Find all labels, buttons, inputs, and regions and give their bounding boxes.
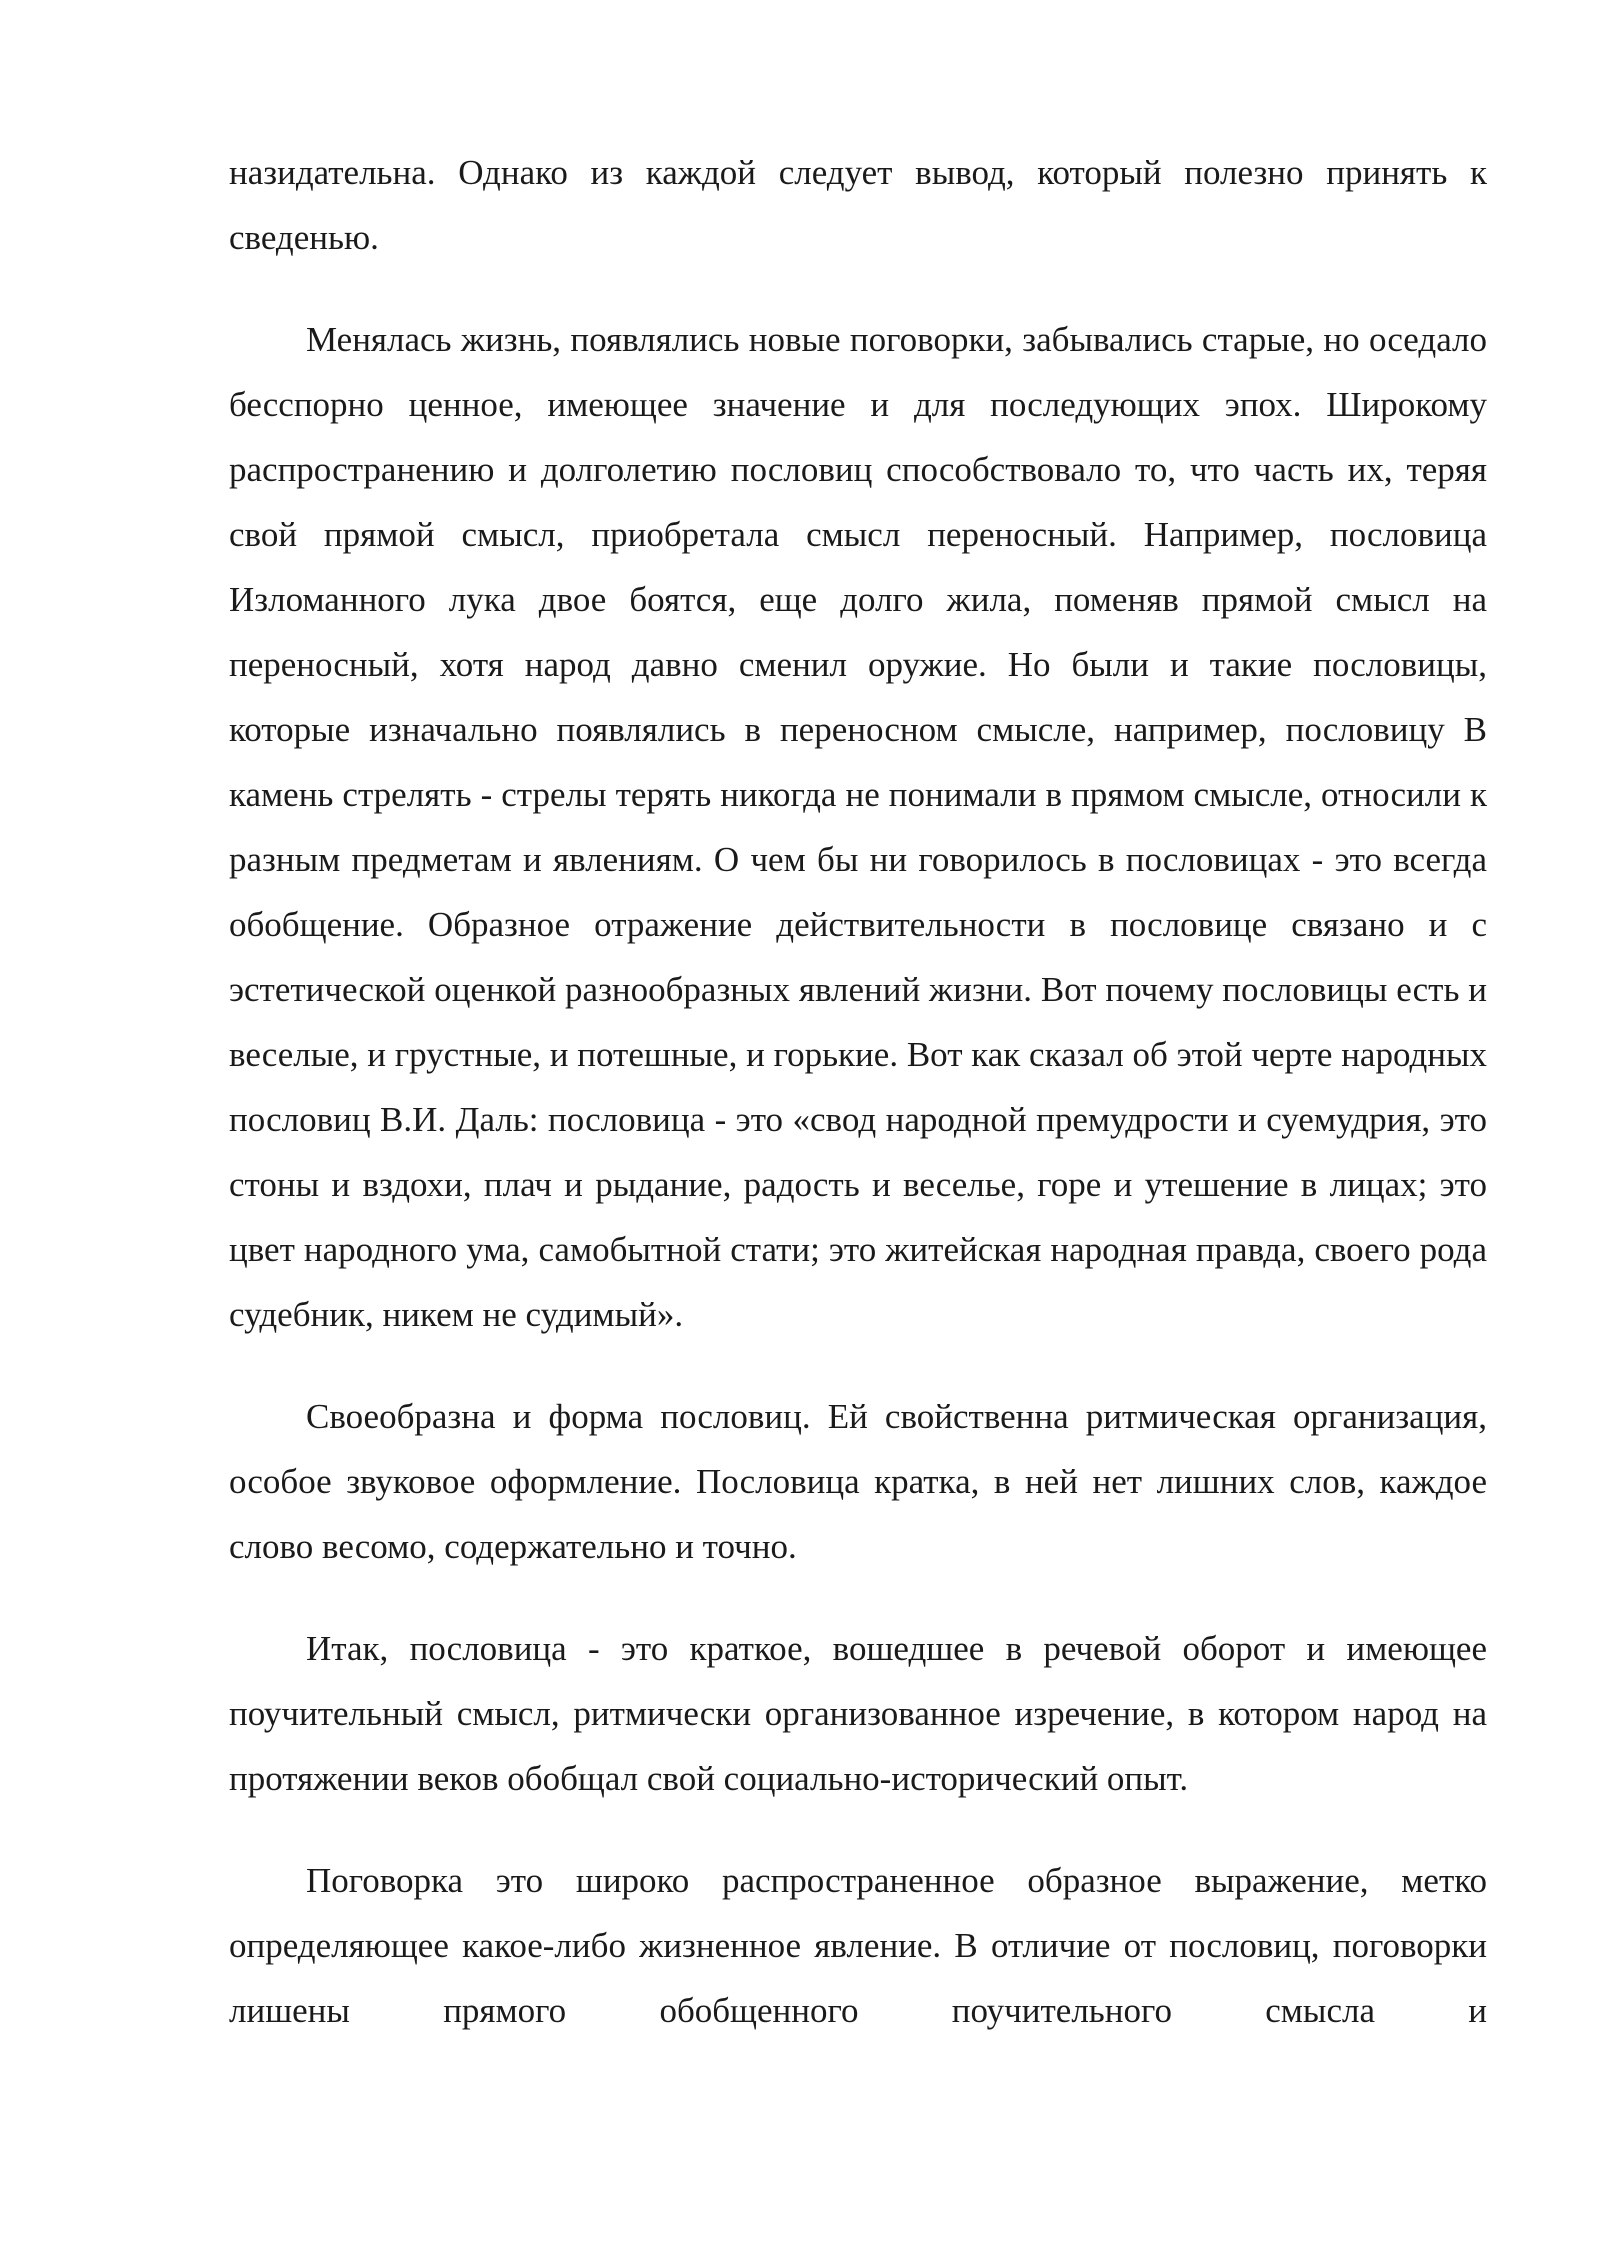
document-page [229, 140, 1487, 2043]
paragraph-continuation: назидательна. Однако из каждой следует вывод, который полезно принять к сведенью. [229, 153, 1487, 257]
paragraph-proverb-definition: Итак, пословица - это краткое, вошедшее в речевой оборот и имеющее поучительный смысл, ритмически организованное изречение, в котором народ на протяжении веков обобщал свой социально-исторический опыт. [229, 1629, 1487, 1798]
paragraph-proverb-history: Менялась жизнь, появлялись новые поговорки, забывались старые, но оседало бесспорно ценное, имеющее значение и для последующих эпох. Широкому распространению и долголетию пословиц способствовало то, что часть их, теряя свой прямой смысл, приобретала смысл переносный. Например, пословица Изломанного лука двое боятся, еще долго жила, поменяв прямой смысл на переносный, хотя народ давно сменил оружие. Но были и такие пословицы, которые изначально появлялись в переносном смысле, например, пословицу В камень стрелять - стрелы терять никогда не понимали в прямом смысле, относили к разным предметам и явлениям. О чем бы ни говорилось в пословицах - это всегда обобщение. Образное отражение действительности в пословице связано и с эстетической оценкой разнообразных явлений жизни. Вот почему пословицы есть и веселые, и грустные, и потешные, и горькие. Вот как сказал об этой черте народных пословиц В.И. Даль: пословица - это «свод народной премудрости и суемудрия, это стоны и вздохи, плач и рыдание, радость и веселье, горе и утешение в лицах; это цвет народного ума, самобытной стати; это житейская народная правда, своего рода судебник, никем не судимый». [229, 320, 1487, 1334]
paragraph-proverb-form: Своеобразна и форма пословиц. Ей свойственна ритмическая организация, особое звуковое оформление. Пословица кратка, в ней нет лишних слов, каждое слово весомо, содержательно и точно. [229, 1397, 1487, 1566]
paragraph-saying-definition: Поговорка это широко распространенное образное выражение, метко определяющее какое-либо жизненное явление. В отличие от пословиц, поговорки лишены прямого обобщенного поучительного смысла и [229, 1861, 1487, 2030]
